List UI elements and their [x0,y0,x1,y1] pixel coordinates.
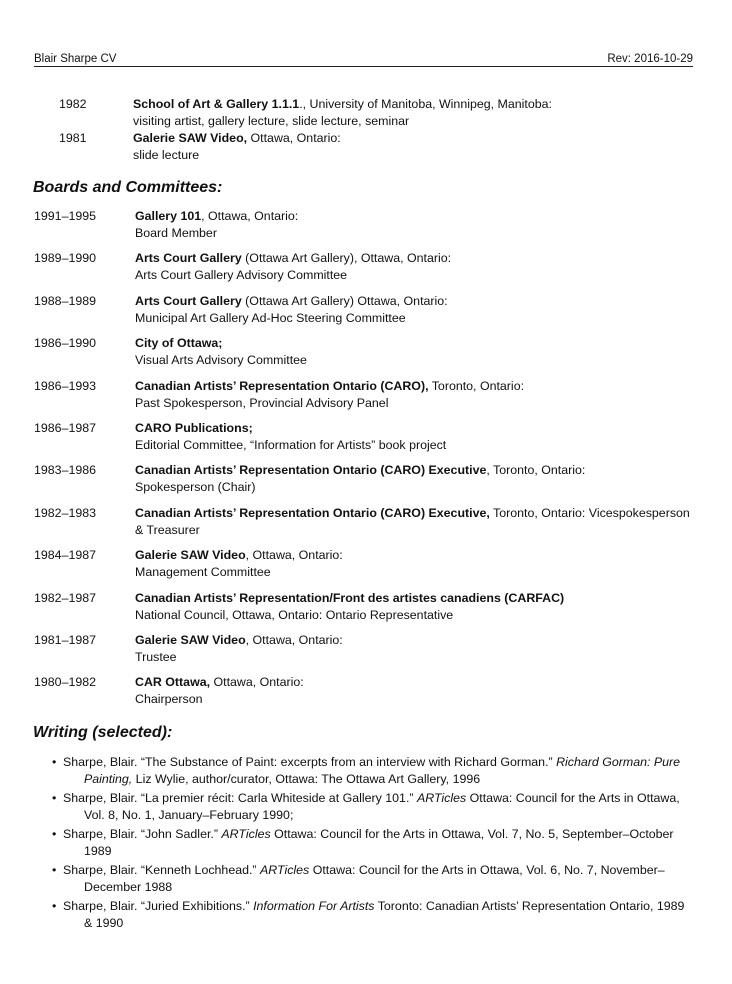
entry-location: (Ottawa Art Gallery) Ottawa, Ontario: [241,293,448,308]
entry-body [135,250,694,284]
lecture-entry [34,130,694,164]
citation-details: Ottawa: Council for the Arts in Ottawa, Vol. 8, No. 1, January–February 1990; [84,791,680,822]
entry-title: Canadian Artists’ Representation Ontario (CARO) Executive, [135,505,490,520]
citation-details: Liz Wylie, author/curator, Ottawa: The Ottawa Art Gallery, 1996 [132,772,481,786]
bullet-icon: • [52,827,57,841]
entry-body [135,208,694,242]
entry-year: 1983–1986 [34,463,97,478]
entry-body [135,378,694,412]
boards-list [34,208,694,717]
bullet-icon: • [52,791,57,805]
board-entry [34,632,694,666]
entry-year: 1982–1983 [34,505,97,520]
board-entry [34,378,694,412]
entry-detail: Spokesperson (Chair) [135,480,256,495]
entry-body [135,674,694,708]
entry-location: , Toronto, Ontario: [486,463,586,478]
citation-author-title: Sharpe, Blair. “Juried Exhibitions.” [63,899,254,913]
entry-year: 1980–1982 [34,675,97,690]
entry-year: 1982–1987 [34,590,97,605]
entry-title: School of Art & Gallery 1.1.1 [133,97,300,111]
writing-list [52,754,692,934]
board-entry [34,250,694,284]
entry-detail: & Treasurer [135,522,200,537]
entry-location: (Ottawa Art Gallery), Ottawa, Ontario: [241,251,452,266]
entry-location: Toronto, Ontario: [428,378,525,393]
citation [63,790,692,824]
entry-title: CARO Publications; [135,420,253,435]
entry-location: Ottawa, Ontario: [247,131,341,145]
citation-publication: ARTicles [260,863,310,877]
bullet-icon: • [52,863,57,877]
entry-year: 1981 [59,131,87,145]
entry-year: 1984–1987 [34,548,97,563]
bullet-icon: • [52,899,57,913]
board-entry [34,293,694,327]
entry-body [135,632,694,666]
board-entry [34,674,694,708]
writing-item [52,754,692,788]
entry-body [133,130,341,164]
lectures-continued [34,96,694,164]
citation-author-title: Sharpe, Blair. “The Substance of Paint: excerpts from an interview with Richard Gorman.” [63,755,557,769]
citation-details: Ottawa: Council for the Arts in Ottawa, Vol. 7, No. 5, September–October 1989 [84,827,674,858]
entry-title: Canadian Artists’ Representation Ontario (CARO), [135,378,429,393]
writing-item [52,826,692,860]
entry-body [135,420,694,454]
entry-year: 1991–1995 [34,209,97,223]
citation [63,898,692,932]
citation-author-title: Sharpe, Blair. “La premier récit: Carla Whiteside at Gallery 101.” [63,791,417,805]
entry-title: Arts Court Gallery [135,251,242,266]
entry-title: Canadian Artists’ Representation/Front des artistes canadiens (CARFAC) [135,590,565,605]
entry-body [135,293,694,327]
writing-item [52,862,692,896]
entry-location: Ottawa, Ontario: [210,675,304,690]
entry-year: 1982 [59,97,87,111]
entry-detail: Past Spokesperson, Provincial Advisory Panel [135,395,389,410]
board-entry [34,420,694,454]
entry-body [135,335,694,369]
entry-body [133,96,552,130]
entry-title: CAR Ottawa, [135,675,211,690]
citation [63,826,692,860]
writing-item [52,790,692,824]
page-header [34,52,693,67]
citation-publication: ARTicles [221,827,271,841]
entry-detail: Municipal Art Gallery Ad-Hoc Steering Committee [135,310,406,325]
entry-body [135,547,694,581]
citation-publication: Information For Artists [253,899,375,913]
entry-title: Gallery 101 [135,209,202,223]
bullet-icon: • [52,755,57,769]
entry-title: Galerie SAW Video [135,548,246,563]
entry-detail: Trustee [135,649,177,664]
board-entry [34,590,694,624]
entry-detail: Chairperson [135,692,203,707]
entry-body [135,462,694,496]
citation [63,862,692,896]
citation-details: Toronto: Canadian Artists’ Representation Ontario, 1989 & 1990 [84,899,685,930]
entry-year: 1986–1993 [34,378,97,393]
entry-location: ., University of Manitoba, Winnipeg, Manitoba: [299,97,552,111]
citation-publication: ARTicles [416,791,467,805]
board-entry [34,335,694,369]
entry-title: Galerie SAW Video, [133,131,248,145]
entry-detail: slide lecture [133,148,200,162]
citation-author-title: Sharpe, Blair. “Kenneth Lochhead.” [63,863,261,877]
citation-author-title: Sharpe, Blair. “John Sadler.” [63,827,222,841]
entry-location: , Ottawa, Ontario: [245,632,343,647]
citation-publication: Richard Gorman: Pure Painting, [84,755,681,786]
header-revision: Rev: 2016-10-29 [607,53,693,65]
entry-title: Canadian Artists’ Representation Ontario (CARO) Executive [135,463,487,478]
writing-item [52,898,692,932]
entry-year: 1981–1987 [34,632,97,647]
entry-detail: visiting artist, gallery lecture, slide lecture, seminar [133,114,410,128]
entry-detail: Arts Court Gallery Advisory Committee [135,268,348,283]
entry-detail: Management Committee [135,565,271,580]
entry-title: Arts Court Gallery [135,293,242,308]
board-entry [34,462,694,496]
entry-year: 1989–1990 [34,251,97,266]
entry-detail: Editorial Committee, “Information for Artists” book project [135,437,447,452]
board-entry [34,505,694,539]
board-entry [34,547,694,581]
entry-title: City of Ottawa; [135,336,223,351]
entry-year: 1988–1989 [34,293,97,308]
entry-detail: Board Member [135,226,217,240]
entry-detail: National Council, Ottawa, Ontario: Ontario Representative [135,607,454,622]
citation-details: Ottawa: Council for the Arts in Ottawa, Vol. 6, No. 7, November–December 1988 [84,863,665,894]
citation [63,754,692,788]
entry-location: Toronto, Ontario: Vicespokesperson [489,505,690,520]
entry-body [135,505,694,539]
entry-location: , Ottawa, Ontario: [201,209,299,223]
board-entry [34,208,694,242]
entry-body [135,590,694,624]
entry-year: 1986–1987 [34,420,97,435]
lecture-entry [34,96,694,130]
boards-heading: Boards and Committees: [33,179,223,196]
writing-heading: Writing (selected): [33,724,173,741]
entry-title: Galerie SAW Video [135,632,246,647]
entry-detail: Visual Arts Advisory Committee [135,353,307,368]
entry-location: , Ottawa, Ontario: [245,548,343,563]
header-name: Blair Sharpe CV [34,53,117,65]
entry-year: 1986–1990 [34,336,97,351]
